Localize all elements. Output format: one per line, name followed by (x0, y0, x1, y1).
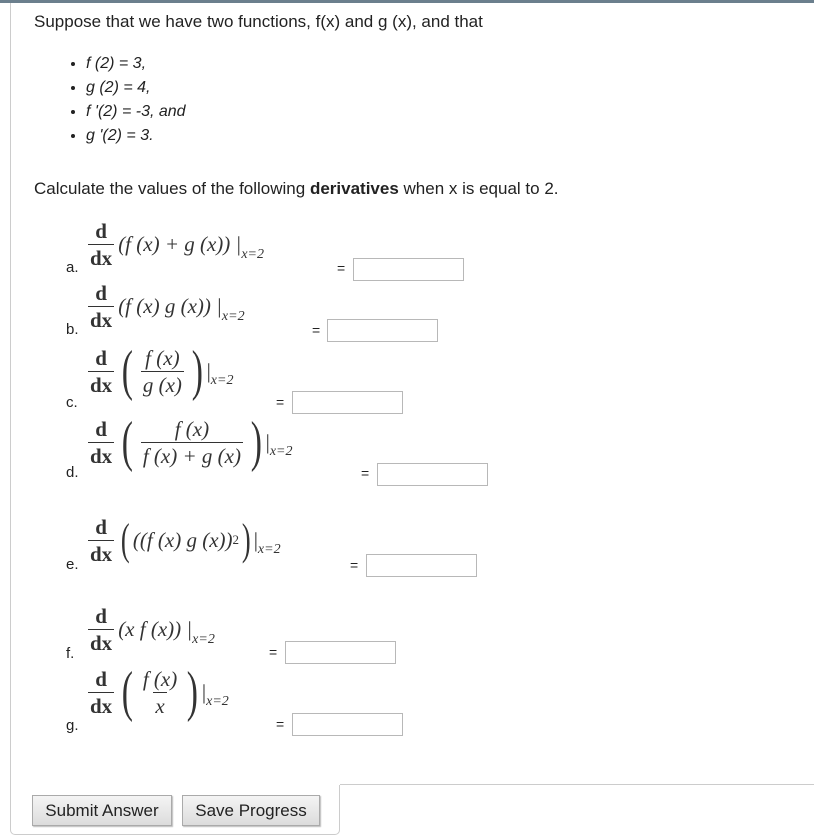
given-item: • f '(2) = -3, and (86, 100, 186, 124)
item-label-a: a. (66, 259, 79, 276)
formula-a: $\frac{d}{dx}$ (f (x) + g (x)) | x=2 (90, 219, 264, 270)
equals: = (269, 644, 278, 660)
given-item: • g '(2) = 3. (86, 124, 186, 148)
formula-b: $\frac{d}{dx}$ (f (x) g (x)) | x=2 (90, 281, 245, 332)
item-label-f: f. (66, 645, 75, 662)
instructions: Calculate the values of the following derivatives when x is equal to 2. (34, 179, 559, 198)
given-list (62, 52, 186, 148)
equals: = (276, 394, 285, 410)
answer-input-g[interactable] (292, 713, 403, 736)
equals: = (350, 557, 359, 573)
save-progress-button[interactable]: Save Progress (182, 795, 320, 826)
answer-input-e[interactable] (366, 554, 477, 577)
answer-input-c[interactable] (292, 391, 403, 414)
item-label-b: b. (66, 321, 79, 338)
item-label-g: g. (66, 717, 79, 734)
equals: = (361, 465, 370, 481)
intro-text: Suppose that we have two functions, f(x) and g (x), and that (34, 12, 483, 31)
given-item: • g (2) = 4, (86, 76, 186, 100)
equals: = (276, 716, 285, 732)
answer-input-b[interactable] (327, 319, 438, 342)
submit-answer-button[interactable]: Submit Answer (32, 795, 172, 826)
formula-c: $\frac{d}{dx}$ ( $\frac{f (x)}{g (x)}$ ) | x=2 (90, 340, 234, 402)
formula-d: $\frac{d}{dx}$ ( $\frac{f (x)}{f (x) + g (x)}$ ) | x=2 (90, 411, 293, 473)
given-item: • f (2) = 3, (86, 52, 186, 76)
equals: = (312, 322, 321, 338)
item-label-d: d. (66, 464, 79, 481)
answer-input-a[interactable] (353, 258, 464, 281)
answer-input-d[interactable] (377, 463, 488, 486)
item-label-c: c. (66, 394, 78, 411)
item-label-e: e. (66, 556, 79, 573)
answer-input-f[interactable] (285, 641, 396, 664)
formula-f: $\frac{d}{dx}$ (x f (x)) | x=2 (90, 604, 215, 655)
equals: = (337, 260, 346, 276)
divider (340, 784, 814, 785)
formula-g: $\frac{d}{dx}$ ( $\frac{f (x)}{x}$ ) | x=2 (90, 661, 229, 723)
formula-e: $\frac{d}{dx}$ ( ((f (x) g (x)) 2 ) | x=2 (90, 514, 281, 566)
